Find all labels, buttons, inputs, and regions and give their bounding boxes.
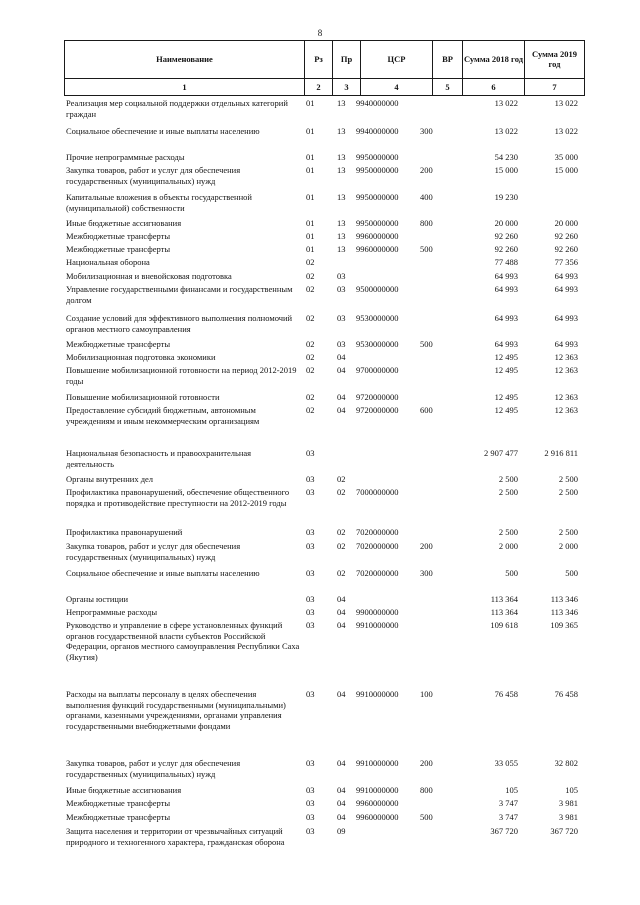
row-pr-cell: 13 [337, 218, 346, 228]
row-sum-2019-cell: 92 260 [554, 244, 578, 254]
row-sum-2019-cell: 367 720 [550, 826, 578, 836]
row-name-cell: Национальная безопасность и правоохранительная деятельность [66, 448, 252, 469]
row-sum-2019-cell: 2 000 [558, 541, 578, 551]
row-pr-cell: 13 [337, 165, 346, 175]
row-pr-cell: 04 [337, 365, 346, 375]
row-sum-2019-cell: 2 500 [558, 487, 578, 497]
row-pr-cell: 04 [337, 620, 346, 630]
row-rz-cell: 01 [306, 165, 315, 175]
column-number: 6 [463, 78, 525, 95]
row-sum-2018-cell: 113 364 [490, 607, 518, 617]
row-name-cell: Органы юстиции [66, 594, 129, 604]
row-sum-2019-cell: 15 000 [554, 165, 578, 175]
row-vr-cell: 800 [420, 785, 433, 795]
row-vr-cell: 500 [420, 339, 433, 349]
row-name-cell: Иные бюджетные ассигнования [66, 785, 182, 795]
row-sum-2018-cell: 2 500 [498, 487, 518, 497]
row-rz-cell: 03 [306, 541, 315, 551]
row-csr-cell: 7020000000 [356, 568, 399, 578]
row-vr-cell: 300 [420, 126, 433, 136]
row-rz-cell: 03 [306, 594, 315, 604]
row-pr-cell: 13 [337, 98, 346, 108]
row-csr-cell: 9720000000 [356, 392, 399, 402]
row-rz-cell: 03 [306, 826, 315, 836]
row-name-cell: Прочие непрограммные расходы [66, 152, 185, 162]
row-sum-2019-cell: 2 500 [558, 527, 578, 537]
row-pr-cell: 02 [337, 541, 346, 551]
row-csr-cell: 7000000000 [356, 487, 399, 497]
row-sum-2018-cell: 13 022 [494, 98, 518, 108]
row-pr-cell: 04 [337, 405, 346, 415]
row-vr-cell: 400 [420, 192, 433, 202]
row-vr-cell: 500 [420, 812, 433, 822]
row-name-cell: Профилактика правонарушений, обеспечение общественного порядка и противодействие преступности на 2012-2019 годы [66, 487, 290, 508]
row-name-cell: Мобилизационная и вневойсковая подготовка [66, 271, 232, 281]
row-name-cell: Управление государственными финансами и государственным долгом [66, 284, 293, 305]
row-name-cell: Повышение мобилизационной готовности [66, 392, 220, 402]
row-pr-cell: 02 [337, 474, 346, 484]
row-csr-cell: 9900000000 [356, 607, 399, 617]
column-number: 3 [333, 78, 361, 95]
row-csr-cell: 9950000000 [356, 218, 399, 228]
row-sum-2018-cell: 76 458 [494, 689, 518, 699]
row-name-cell: Предоставление субсидий бюджетным, автономным учреждениям и иным некоммерческим организациям [66, 405, 260, 426]
row-sum-2018-cell: 105 [505, 785, 518, 795]
row-sum-2018-cell: 64 993 [494, 313, 518, 323]
row-rz-cell: 03 [306, 758, 315, 768]
row-name-cell: Межбюджетные трансферты [66, 812, 171, 822]
row-pr-cell: 04 [337, 758, 346, 768]
row-csr-cell: 9950000000 [356, 192, 399, 202]
row-sum-2018-cell: 12 495 [494, 365, 518, 375]
row-sum-2019-cell: 12 363 [554, 352, 578, 362]
row-sum-2019-cell: 76 458 [554, 689, 578, 699]
row-pr-cell: 13 [337, 244, 346, 254]
column-header-csr: ЦСР [361, 41, 433, 79]
row-sum-2019-cell: 64 993 [554, 271, 578, 281]
row-name-cell: Социальное обеспечение и иные выплаты населению [66, 568, 260, 578]
row-rz-cell: 03 [306, 798, 315, 808]
row-csr-cell: 9940000000 [356, 126, 399, 136]
row-pr-cell: 02 [337, 568, 346, 578]
row-vr-cell: 200 [420, 165, 433, 175]
row-pr-cell: 04 [337, 607, 346, 617]
row-rz-cell: 03 [306, 812, 315, 822]
row-rz-cell: 03 [306, 487, 315, 497]
row-csr-cell: 9960000000 [356, 231, 399, 241]
row-sum-2018-cell: 92 260 [494, 244, 518, 254]
column-header-sum-2018: Сумма 2018 год [463, 41, 525, 79]
row-rz-cell: 01 [306, 192, 315, 202]
row-csr-cell: 9960000000 [356, 798, 399, 808]
row-name-cell: Национальная оборона [66, 257, 150, 267]
column-header-rz: Рз [305, 41, 333, 79]
row-pr-cell: 04 [337, 392, 346, 402]
row-rz-cell: 01 [306, 152, 315, 162]
column-number: 5 [433, 78, 463, 95]
row-vr-cell: 300 [420, 568, 433, 578]
row-sum-2019-cell: 13 022 [554, 98, 578, 108]
row-sum-2018-cell: 20 000 [494, 218, 518, 228]
row-sum-2018-cell: 113 364 [490, 594, 518, 604]
row-pr-cell: 02 [337, 487, 346, 497]
row-csr-cell: 7020000000 [356, 527, 399, 537]
row-name-cell: Межбюджетные трансферты [66, 798, 171, 808]
row-vr-cell: 600 [420, 405, 433, 415]
row-rz-cell: 01 [306, 218, 315, 228]
column-header-vr: ВР [433, 41, 463, 79]
row-sum-2019-cell: 113 346 [550, 594, 578, 604]
row-vr-cell: 800 [420, 218, 433, 228]
row-name-cell: Капитальные вложения в объекты государственной (муниципальной) собственности [66, 192, 252, 213]
column-number-row [65, 78, 585, 95]
row-sum-2019-cell: 64 993 [554, 339, 578, 349]
budget-table-header [64, 40, 585, 96]
row-sum-2018-cell: 64 993 [494, 339, 518, 349]
row-sum-2018-cell: 12 495 [494, 405, 518, 415]
row-vr-cell: 200 [420, 758, 433, 768]
row-sum-2018-cell: 2 000 [498, 541, 518, 551]
row-rz-cell: 02 [306, 405, 315, 415]
row-sum-2018-cell: 12 495 [494, 352, 518, 362]
row-pr-cell: 03 [337, 271, 346, 281]
row-pr-cell: 13 [337, 231, 346, 241]
row-csr-cell: 9500000000 [356, 284, 399, 294]
row-sum-2018-cell: 77 488 [494, 257, 518, 267]
row-pr-cell: 02 [337, 527, 346, 537]
row-sum-2019-cell: 92 260 [554, 231, 578, 241]
row-sum-2018-cell: 64 993 [494, 271, 518, 281]
row-csr-cell: 9950000000 [356, 165, 399, 175]
row-rz-cell: 01 [306, 231, 315, 241]
row-sum-2018-cell: 64 993 [494, 284, 518, 294]
row-sum-2019-cell: 2 916 811 [544, 448, 578, 458]
row-name-cell: Иные бюджетные ассигнования [66, 218, 182, 228]
row-name-cell: Создание условий для эффективного выполнения полномочий органов местного самоуправления [66, 313, 293, 334]
row-pr-cell: 04 [337, 798, 346, 808]
row-vr-cell: 200 [420, 541, 433, 551]
row-csr-cell: 9950000000 [356, 152, 399, 162]
row-rz-cell: 03 [306, 568, 315, 578]
row-rz-cell: 02 [306, 352, 315, 362]
row-sum-2019-cell: 13 022 [554, 126, 578, 136]
row-name-cell: Межбюджетные трансферты [66, 244, 171, 254]
row-rz-cell: 03 [306, 527, 315, 537]
row-sum-2019-cell: 12 363 [554, 405, 578, 415]
row-pr-cell: 13 [337, 192, 346, 202]
row-sum-2018-cell: 3 747 [498, 812, 518, 822]
row-sum-2019-cell: 12 363 [554, 392, 578, 402]
row-csr-cell: 9530000000 [356, 339, 399, 349]
row-sum-2018-cell: 33 055 [494, 758, 518, 768]
row-name-cell: Руководство и управление в сфере установленных функций органов государственной власти субъектов Российской Федерации, органов местного самоуправления Республики Саха (Якутия) [66, 620, 300, 662]
row-pr-cell: 03 [337, 284, 346, 294]
row-sum-2019-cell: 35 000 [554, 152, 578, 162]
row-rz-cell: 03 [306, 474, 315, 484]
row-sum-2019-cell: 64 993 [554, 284, 578, 294]
row-sum-2019-cell: 12 363 [554, 365, 578, 375]
row-rz-cell: 03 [306, 689, 315, 699]
row-sum-2019-cell: 2 500 [558, 474, 578, 484]
row-pr-cell: 04 [337, 812, 346, 822]
row-pr-cell: 04 [337, 352, 346, 362]
row-pr-cell: 09 [337, 826, 346, 836]
page-number: 8 [317, 28, 323, 38]
row-csr-cell: 7020000000 [356, 541, 399, 551]
row-name-cell: Непрограммные расходы [66, 607, 158, 617]
row-csr-cell: 9910000000 [356, 785, 399, 795]
column-number: 7 [525, 78, 585, 95]
header-row [65, 41, 585, 79]
row-sum-2019-cell: 3 981 [558, 798, 578, 808]
row-rz-cell: 03 [306, 785, 315, 795]
row-name-cell: Закупка товаров, работ и услуг для обеспечения государственных (муниципальных) нужд [66, 541, 241, 562]
row-rz-cell: 03 [306, 448, 315, 458]
row-rz-cell: 02 [306, 257, 315, 267]
row-sum-2018-cell: 12 495 [494, 392, 518, 402]
row-rz-cell: 02 [306, 339, 315, 349]
row-sum-2018-cell: 367 720 [490, 826, 518, 836]
row-sum-2018-cell: 109 618 [490, 620, 518, 630]
row-pr-cell: 04 [337, 594, 346, 604]
row-pr-cell: 04 [337, 785, 346, 795]
row-pr-cell: 03 [337, 313, 346, 323]
row-csr-cell: 9530000000 [356, 313, 399, 323]
row-sum-2018-cell: 92 260 [494, 231, 518, 241]
row-csr-cell: 9960000000 [356, 812, 399, 822]
row-sum-2018-cell: 2 907 477 [484, 448, 518, 458]
row-sum-2018-cell: 54 230 [494, 152, 518, 162]
row-sum-2019-cell: 113 346 [550, 607, 578, 617]
row-sum-2019-cell: 77 356 [554, 257, 578, 267]
row-rz-cell: 01 [306, 244, 315, 254]
row-name-cell: Расходы на выплаты персоналу в целях обеспечения выполнения функций государственными (муниципальными) органами, казенными учреждениями, органами управления государственными внебюджетными фондами [66, 689, 286, 731]
row-csr-cell: 9700000000 [356, 365, 399, 375]
row-sum-2018-cell: 2 500 [498, 474, 518, 484]
row-sum-2019-cell: 20 000 [554, 218, 578, 228]
column-header-sum-2019: Сумма 2019 год [525, 41, 585, 79]
column-number: 4 [361, 78, 433, 95]
row-name-cell: Социальное обеспечение и иные выплаты населению [66, 126, 260, 136]
row-vr-cell: 100 [420, 689, 433, 699]
row-rz-cell: 02 [306, 365, 315, 375]
row-pr-cell: 13 [337, 152, 346, 162]
row-name-cell: Профилактика правонарушений [66, 527, 183, 537]
row-sum-2018-cell: 500 [505, 568, 518, 578]
row-vr-cell: 500 [420, 244, 433, 254]
row-sum-2019-cell: 3 981 [558, 812, 578, 822]
column-number: 2 [305, 78, 333, 95]
row-rz-cell: 02 [306, 284, 315, 294]
row-name-cell: Межбюджетные трансферты [66, 339, 171, 349]
row-sum-2018-cell: 19 230 [494, 192, 518, 202]
row-sum-2019-cell: 32 802 [554, 758, 578, 768]
row-csr-cell: 9940000000 [356, 98, 399, 108]
row-rz-cell: 02 [306, 271, 315, 281]
row-name-cell: Реализация мер социальной поддержки отдельных категорий граждан [66, 98, 288, 119]
row-sum-2019-cell: 109 365 [550, 620, 578, 630]
row-sum-2018-cell: 15 000 [494, 165, 518, 175]
row-csr-cell: 9960000000 [356, 244, 399, 254]
row-rz-cell: 03 [306, 607, 315, 617]
row-rz-cell: 02 [306, 392, 315, 402]
row-csr-cell: 9910000000 [356, 620, 399, 630]
column-number: 1 [65, 78, 305, 95]
row-csr-cell: 9910000000 [356, 758, 399, 768]
row-pr-cell: 04 [337, 689, 346, 699]
column-header-pr: Пр [333, 41, 361, 79]
row-sum-2018-cell: 13 022 [494, 126, 518, 136]
row-name-cell: Повышение мобилизационной готовности на период 2012-2019 годы [66, 365, 297, 386]
row-name-cell: Органы внутренних дел [66, 474, 154, 484]
row-name-cell: Закупка товаров, работ и услуг для обеспечения государственных (муниципальных) нужд [66, 758, 241, 779]
row-name-cell: Защита населения и территории от чрезвычайных ситуаций природного и техногенного характера, гражданская оборона [66, 826, 285, 847]
row-name-cell: Мобилизационная подготовка экономики [66, 352, 216, 362]
row-csr-cell: 9910000000 [356, 689, 399, 699]
row-sum-2019-cell: 105 [565, 785, 578, 795]
row-sum-2018-cell: 2 500 [498, 527, 518, 537]
row-csr-cell: 9720000000 [356, 405, 399, 415]
row-sum-2019-cell: 500 [565, 568, 578, 578]
row-sum-2019-cell: 64 993 [554, 313, 578, 323]
row-sum-2018-cell: 3 747 [498, 798, 518, 808]
row-pr-cell: 13 [337, 126, 346, 136]
row-rz-cell: 03 [306, 620, 315, 630]
row-pr-cell: 03 [337, 339, 346, 349]
row-rz-cell: 02 [306, 313, 315, 323]
row-name-cell: Межбюджетные трансферты [66, 231, 171, 241]
column-header-name: Наименование [65, 41, 305, 79]
row-rz-cell: 01 [306, 98, 315, 108]
row-name-cell: Закупка товаров, работ и услуг для обеспечения государственных (муниципальных) нужд [66, 165, 241, 186]
row-rz-cell: 01 [306, 126, 315, 136]
